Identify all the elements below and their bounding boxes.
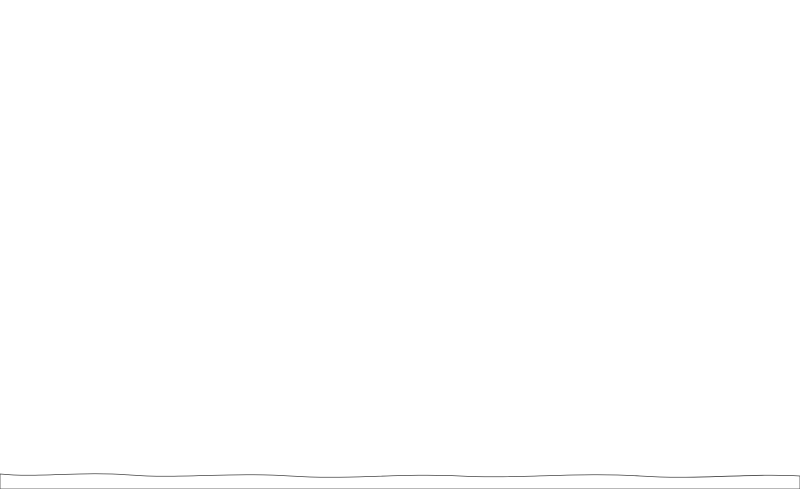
spec-sheet: [4, 6, 796, 482]
torn-edge-decoration: [0, 470, 800, 489]
